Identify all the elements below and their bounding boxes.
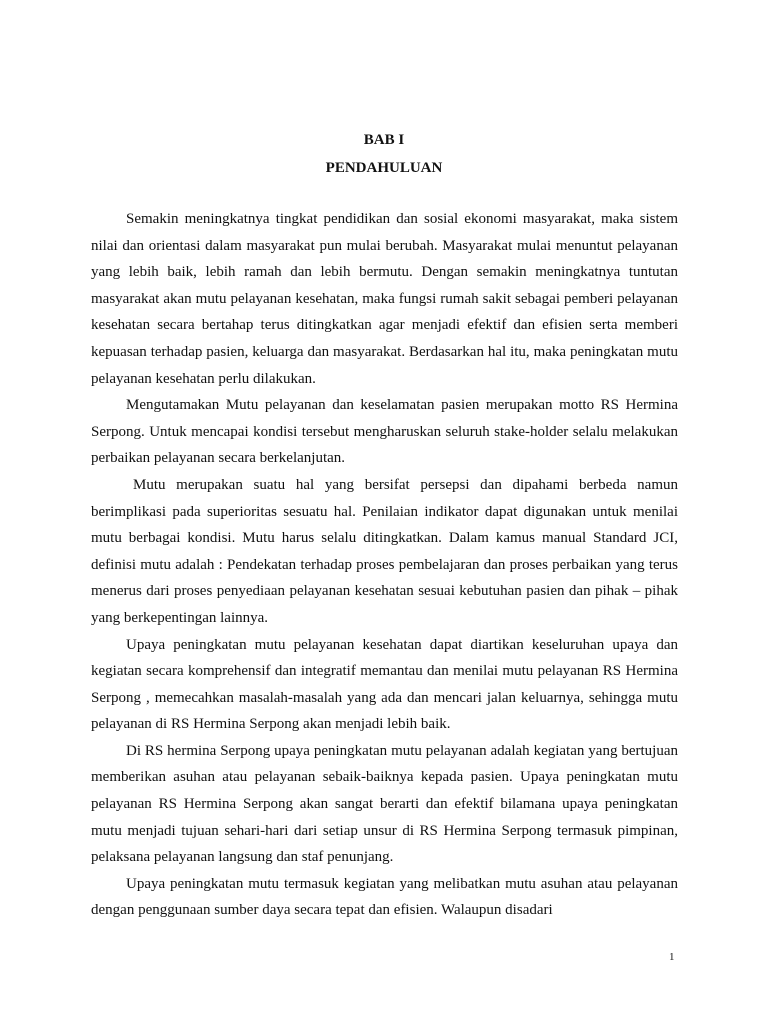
paragraph-definition: Mutu merupakan suatu hal yang bersifat persepsi dan dipahami berbeda namun berimplikasi pada superioritas sesuatu hal. Penilaian indikator dapat digunakan untuk menilai mutu berbagai kondisi. Mutu harus selalu ditingkatkan. Dalam kamus manual Standard JCI, definisi mutu adalah : Pendekatan terhadap proses pembelajaran dan proses perbaikan yang terus menerus dari proses penyediaan pelayanan kesehatan sesuai kebutuhan pasien dan pihak – pihak yang berkepentingan lainnya.	[91, 476, 678, 626]
chapter-number: BAB I	[363, 132, 405, 148]
paragraph-resources: Upaya peningkatan mutu termasuk kegiatan yang melibatkan mutu asuhan atau pelayanan dengan penggunaan sumber daya secara tepat dan efisien. Walaupun disadari	[91, 875, 678, 919]
paragraph-quality-goal: Di RS hermina Serpong upaya peningkatan mutu pelayanan adalah kegiatan yang bertujuan memberikan asuhan atau pelayanan sebaik-baiknya kepada pasien. Upaya peningkatan mutu pelayanan RS Hermina Serpong akan sangat berarti dan efektif bilamana upaya peningkatan mutu menjadi tujuan sehari-hari dari setiap unsur di RS Hermina Serpong termasuk pimpinan, pelaksana pelayanan langsung dan staf penunjang.	[91, 742, 678, 866]
page-number: 1	[669, 951, 675, 963]
chapter-body	[91, 206, 678, 924]
paragraph-quality-effort: Upaya peningkatan mutu pelayanan kesehatan dapat diartikan keseluruhan upaya dan kegiatan secara komprehensif dan integratif memantau dan menilai mutu pelayanan RS Hermina Serpong , memecahkan masalah-masalah yang ada dan mencari jalan keluarnya, sehingga mutu pelayanan di RS Hermina Serpong akan menjadi lebih baik.	[91, 636, 678, 733]
paragraph-intro: Semakin meningkatnya tingkat pendidikan dan sosial ekonomi masyarakat, maka sistem nilai dan orientasi dalam masyarakat pun mulai berubah. Masyarakat mulai menuntut pelayanan yang lebih baik, lebih ramah dan lebih bermutu. Dengan semakin meningkatnya tuntutan masyarakat akan mutu pelayanan kesehatan, maka fungsi rumah sakit sebagai pemberi pelayanan kesehatan secara bertahap terus ditingkatkan agar menjadi efektif dan efisien serta memberi kepuasan terhadap pasien, keluarga dan masyarakat. Berdasarkan hal itu, maka peningkatan mutu pelayanan kesehatan perlu dilakukan.	[91, 211, 678, 387]
paragraph-motto: Mengutamakan Mutu pelayanan dan keselamatan pasien merupakan motto RS Hermina Serpong. Untuk mencapai kondisi tersebut mengharuskan seluruh stake-holder selalu melakukan perbaikan pelayanan secara berkelanjutan.	[91, 397, 678, 467]
chapter-title: PENDAHULUAN	[325, 160, 443, 176]
